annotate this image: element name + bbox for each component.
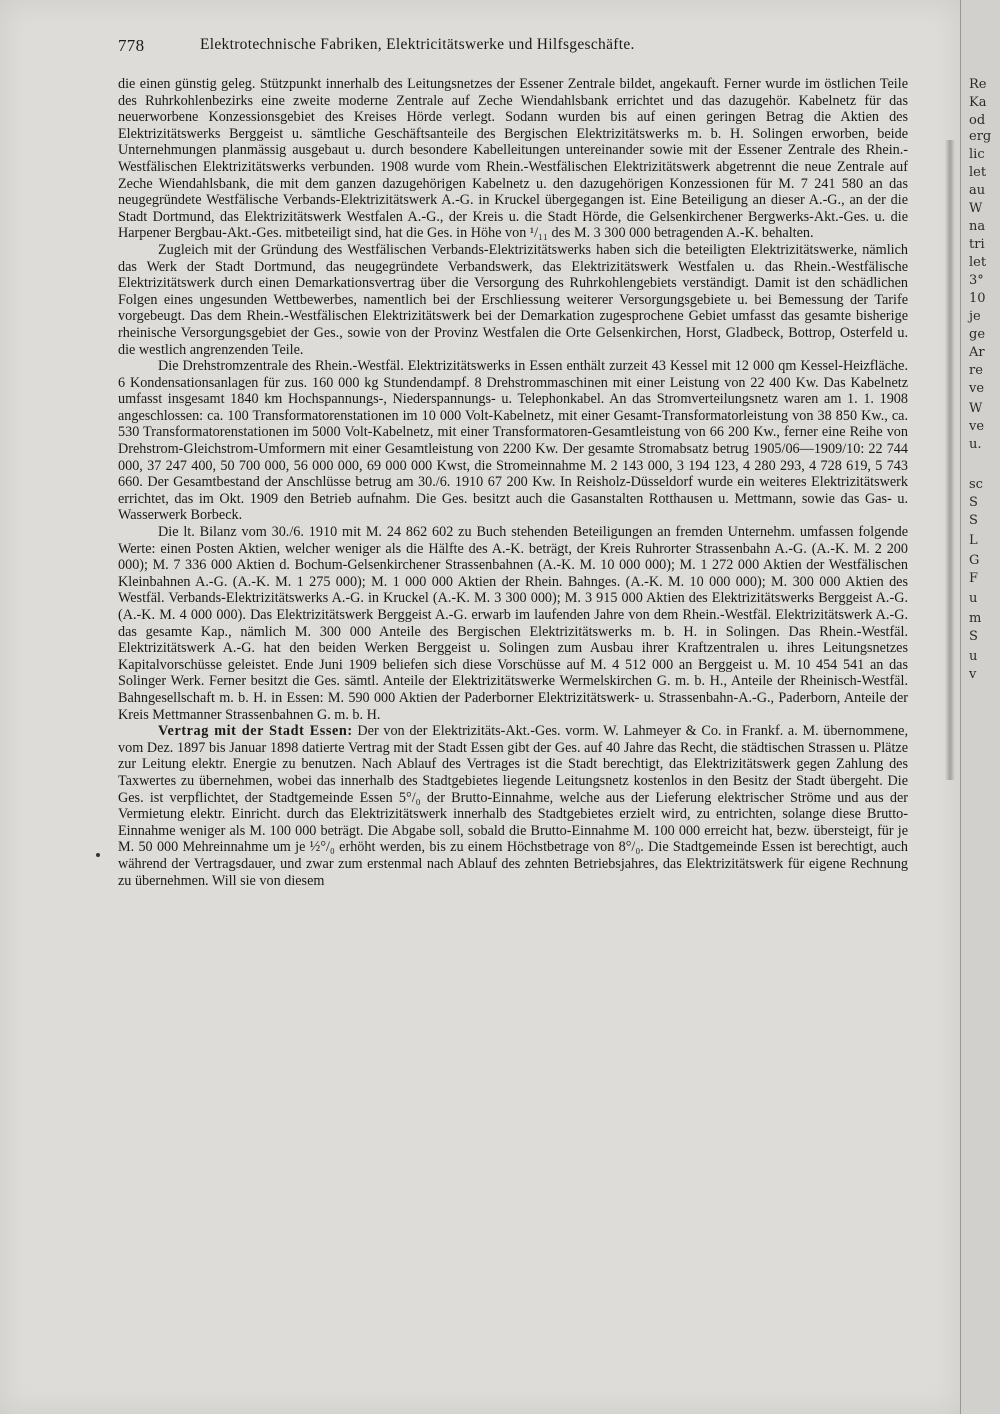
- contract-text: Der von der Elektrizitäts-Akt.-Ges. vorm. W. Lahmeyer & Co. in Frankf. a. M. übernommene, vom Dez. 1897 bis Januar 1898 datierte Vertrag mit der Stadt Essen gibt der Ges. auf 40 Jahre das Recht, die städtischen Strassen u. Plätze zur Leitung elektr. Energie zu benutzen. Nach Ablauf des Vertrages ist die Stadt berechtigt, das Elektrizitätswerk gegen Zahlung des Taxwertes zu übernehmen, wobei das innerhalb des Stadtgebietes liegende Leitungsnetz kostenlos in den Besitz der Stadt übergeht. Die Ges. ist verpflichtet, der Stadtgemeinde Essen 5°/₀ der Brutto-Einnahme, welche aus der Lieferung elektrischer Ströme und aus der Vermietung elektr. Einricht. durch das Elektrizitätswerk innerhalb des Stadtgebietes erzielt wird, zu entrichten, solange diese Brutto-Einnahme weniger als M. 100 000 beträgt. Die Abgabe soll, sobald die Brutto-Einnahme M. 100 000 erreicht hat, bezw. übersteigt, für je M. 50 000 Mehreinnahme um je ½°/₀ erhöht werden, bis zu einem Höchstbetrage von 8°/₀. Die Stadtgemeinde Essen ist berechtigt, auch während der Vertragsdauer, und zwar zum erstenmal nach Ablauf des zehnten Betriebsjahres, das Elektrizitätswerk für eigene Rechnung zu übernehmen. Will sie von diesem: [118, 723, 909, 889]
- paragraph-contract-essen: [118, 723, 908, 889]
- edge-fragment: ge: [969, 327, 986, 342]
- edge-fragment: na: [969, 219, 986, 234]
- running-title: Elektrotechnische Fabriken, Elektricitätswerke und Hilfsgeschäfte.: [200, 36, 635, 53]
- adjacent-page-edge: [960, 0, 1000, 1414]
- edge-fragment: je: [969, 309, 981, 324]
- edge-fragment: au: [969, 183, 986, 198]
- edge-fragment: re: [969, 363, 983, 378]
- edge-fragment: lic: [969, 147, 985, 162]
- edge-fragment: Ar: [969, 345, 985, 360]
- edge-fragment: m: [969, 611, 982, 626]
- edge-fragment: W: [969, 401, 983, 416]
- margin-mark: [96, 853, 100, 857]
- edge-fragment: let: [969, 255, 987, 270]
- edge-fragment: od: [969, 113, 986, 128]
- edge-fragment: tri: [969, 237, 985, 252]
- edge-fragment: S: [969, 513, 978, 528]
- page-number: 778: [118, 36, 145, 55]
- edge-fragment: 10: [969, 291, 986, 306]
- paragraph-participations: Die lt. Bilanz vom 30./6. 1910 mit M. 24 862 602 zu Buch stehenden Beteiligungen an fremden Unternehm. umfassen folgende Werte: einen Posten Aktien, welcher weniger als die Hälfte des A.-K. beträgt, der Kreis Ruhrorter Strassenbahn A.-G. (A.-K. M. 2 200 000); M. 7 336 000 Aktien d. Bochum-Gelsenkirchener Strassenbahnen (A.-K. M. 10 000 000); M. 1 272 000 Aktien der Westfälischen Kleinbahnen A.-G. (A.-K. M. 1 275 000); M. 1 000 000 Aktien der Rhein. Bahnges. (A.-K. M. 10 000 000); M. 300 000 Aktien des Westfäl. Verbands-Elektrizitätswerks A.-G. in Kruckel (A.-K. M. 3 300 000); M. 3 915 000 Aktien des Elektrizitätswerks Berggeist A.-G. (A.-K. M. 4 000 000). Das Elektrizitätswerk Berggeist A.-G. erwarb im laufenden Jahre von dem Rhein.-Westfäl. Elektrizitätswerk A.-G. das gesamte Kap., nämlich M. 300 000 Anteile des Bergischen Elektrizitätswerks m. b. H. in Solingen. Das Rhein.-Westfäl. Elektrizitätswerk A.-G. hat den beiden Werken Berggeist u. Solingen zum Ausbau ihrer Kraftzentralen u. ihres Leitungsnetzes Kapitalvorschüsse geleistet. Ende Juni 1909 beliefen sich diese Vorschüsse auf M. 4 512 000 an Berggeist u. M. 10 454 541 an das Solinger Werk. Ferner besitzt die Ges. sämtl. Anteile der Elektrizitätswerke Wermelskirchen G. m. b. H., Anteile der Rheinisch-Westfäl. Bahngesellschaft m. b. H. in Essen: M. 590 000 Aktien der Paderborner Elektrizitätswerk- u. Strassenbahn-A.-G., Paderborn, Anteile der Kreis Mettmanner Strassenbahnen G. m. b. H.: [118, 524, 908, 723]
- edge-fragment: sc: [969, 477, 983, 492]
- paragraph-demarcation: Zugleich mit der Gründung des Westfälischen Verbands-Elektrizitätswerks haben sich die beteiligten Elektrizitätswerke, nämlich das Werk der Stadt Dortmund, das neugegründete Verbandswerk, das Elektrizitätswerk Westfalen u. das Rhein.-Westfälische Elektrizitätswerk durch einen Demarkationsvertrag über die Versorgung des Ruhrkohlengebiets verständigt. Damit ist den schädlichen Folgen eines ungesunden Wettbewerbes, namentlich bei der Erschliessung weiterer Versorgungsgebiete u. bei Bemessung der Tarife vorgebeugt. Das dem Rhein.-Westfälischen Elektrizitätswerk bei der Demarkation zugesprochene Gebiet umfasst das gesamte bisherige rheinische Versorgungsgebiet der Ges., sowie von der Provinz Westfalen die Orte Gelsenkirchen, Horst, Gladbeck, Bottrop, Osterfeld u. die westlich angrenzenden Teile.: [118, 241, 908, 358]
- edge-fragment: ve: [969, 381, 985, 396]
- edge-fragment: 3°: [969, 273, 984, 288]
- paragraph-acquisitions: die einen günstig geleg. Stützpunkt innerhalb des Leitungsnetzes der Essener Zentrale bildet, angekauft. Ferner wurde im östlichen Teile des Ruhrkohlenbezirks eine zweite moderne Zentrale auf Zeche Wiendahlsbank errichtet und das dazugehör. Kabelnetz für das neuerworbene Konzessionsgebiet des Kreises Hörde verlegt. Sodann wurden bis auf einen geringen Betrag die Aktien des Elektrizitätswerks Berggeist u. sämtliche Geschäftsanteile des Bergischen Elektrizitätswerks m. b. H. Solingen erworben, beide Unternehmungen planmässig ausgebaut u. durch besondere Kabelleitungen untereinander sowie mit der Essener Zentrale des Rhein.-Westfälischen Elektrizitätswerks verbunden. 1908 wurde vom Rhein.-Westfälischen Elektrizitätswerk abgetrennt die neue Zentrale auf Zeche Wiendahlsbank, die mit dem ganzen dazugehörigen Kabelnetz u. den dazugehörigen Konzessionen für M. 7 241 580 an das neugegründete Westfälische Verbands-Elektrizitätswerk A.-G. in Kruckel übergegangen ist. Eine Beteiligung an dieser A.-G., an der die Stadt Dortmund, das Elektrizitätswerk Westfalen A.-G., der Kreis u. die Stadt Hörde, die Gelsenkirchener Bergwerks-Akt.-Ges. u. die Harpener Bergbau-Akt.-Ges. mitbeteiligt sind, hat die Ges. in Höhe von ¹/₁₁ des M. 3 300 000 betragenden A.-K. behalten.: [118, 76, 908, 242]
- edge-fragment: Ka: [969, 95, 987, 110]
- edge-fragment: Re: [969, 77, 987, 92]
- edge-fragment: v: [969, 667, 977, 682]
- edge-fragment: u.: [969, 437, 982, 452]
- edge-fragment: G: [969, 553, 980, 568]
- paragraph-power-station: Die Drehstromzentrale des Rhein.-Westfäl. Elektrizitätswerks in Essen enthält zurzeit 43 Kessel mit 12 000 qm Kessel-Heizfläche. 6 Kondensationsanlagen für zus. 160 000 kg Stundendampf. 8 Drehstrommaschinen mit einer Leistung von 22 400 Kw. Das Kabelnetz umfasst insgesamt 1840 km Hochspannungs-, Niederspannungs- u. Telephonkabel. An das Stromverteilungsnetz waren am 1. 1. 1908 angeschlossen: ca. 100 Transformatorenstationen im 10 000 Volt-Kabelnetz, mit einer Gesamt-Transformatorleistung von 38 850 Kw., ca. 530 Transformatorenstationen im 5000 Volt-Kabelnetz, mit einer Transformatoren-Gesamtleistung von 66 200 Kw., ferner eine Reihe von Drehstrom-Gleichstrom-Umformern mit einer Gesamtleistung von 2200 Kw. Der gesamte Stromabsatz betrug 1905/06—1909/10: 22 744 000, 37 247 400, 50 700 000, 56 000 000, 69 000 000 Kwst, die Stromeinnahme M. 2 143 000, 3 194 123, 4 280 293, 4 728 619, 5 743 660. Der Gesamtbestand der Anschlüsse betrug am 30./6. 1910 67 200 Kw. In Reisholz-Düsseldorf wurde ein weiteres Elektrizitätswerk errichtet, das im Okt. 1909 den Betrieb aufnahm. Die Ges. besitzt auch die Gasanstalten Rotthausen u. Mettmann, sowie das Gas- u. Wasserwerk Borbeck.: [118, 358, 908, 524]
- contract-heading: Vertrag mit der Stadt Essen:: [158, 723, 353, 740]
- edge-fragment: let: [969, 165, 987, 180]
- page-gutter-shadow: [945, 140, 955, 780]
- edge-fragment: ve: [969, 419, 985, 434]
- edge-fragment: erg: [969, 129, 992, 144]
- edge-fragment: u: [969, 649, 978, 664]
- edge-fragment: S: [969, 495, 978, 510]
- edge-fragment: L: [969, 533, 978, 548]
- body-text: [118, 76, 908, 889]
- edge-fragment: F: [969, 571, 979, 586]
- edge-fragment: W: [969, 201, 983, 216]
- edge-fragment: u: [969, 591, 978, 606]
- edge-fragment: S: [969, 629, 978, 644]
